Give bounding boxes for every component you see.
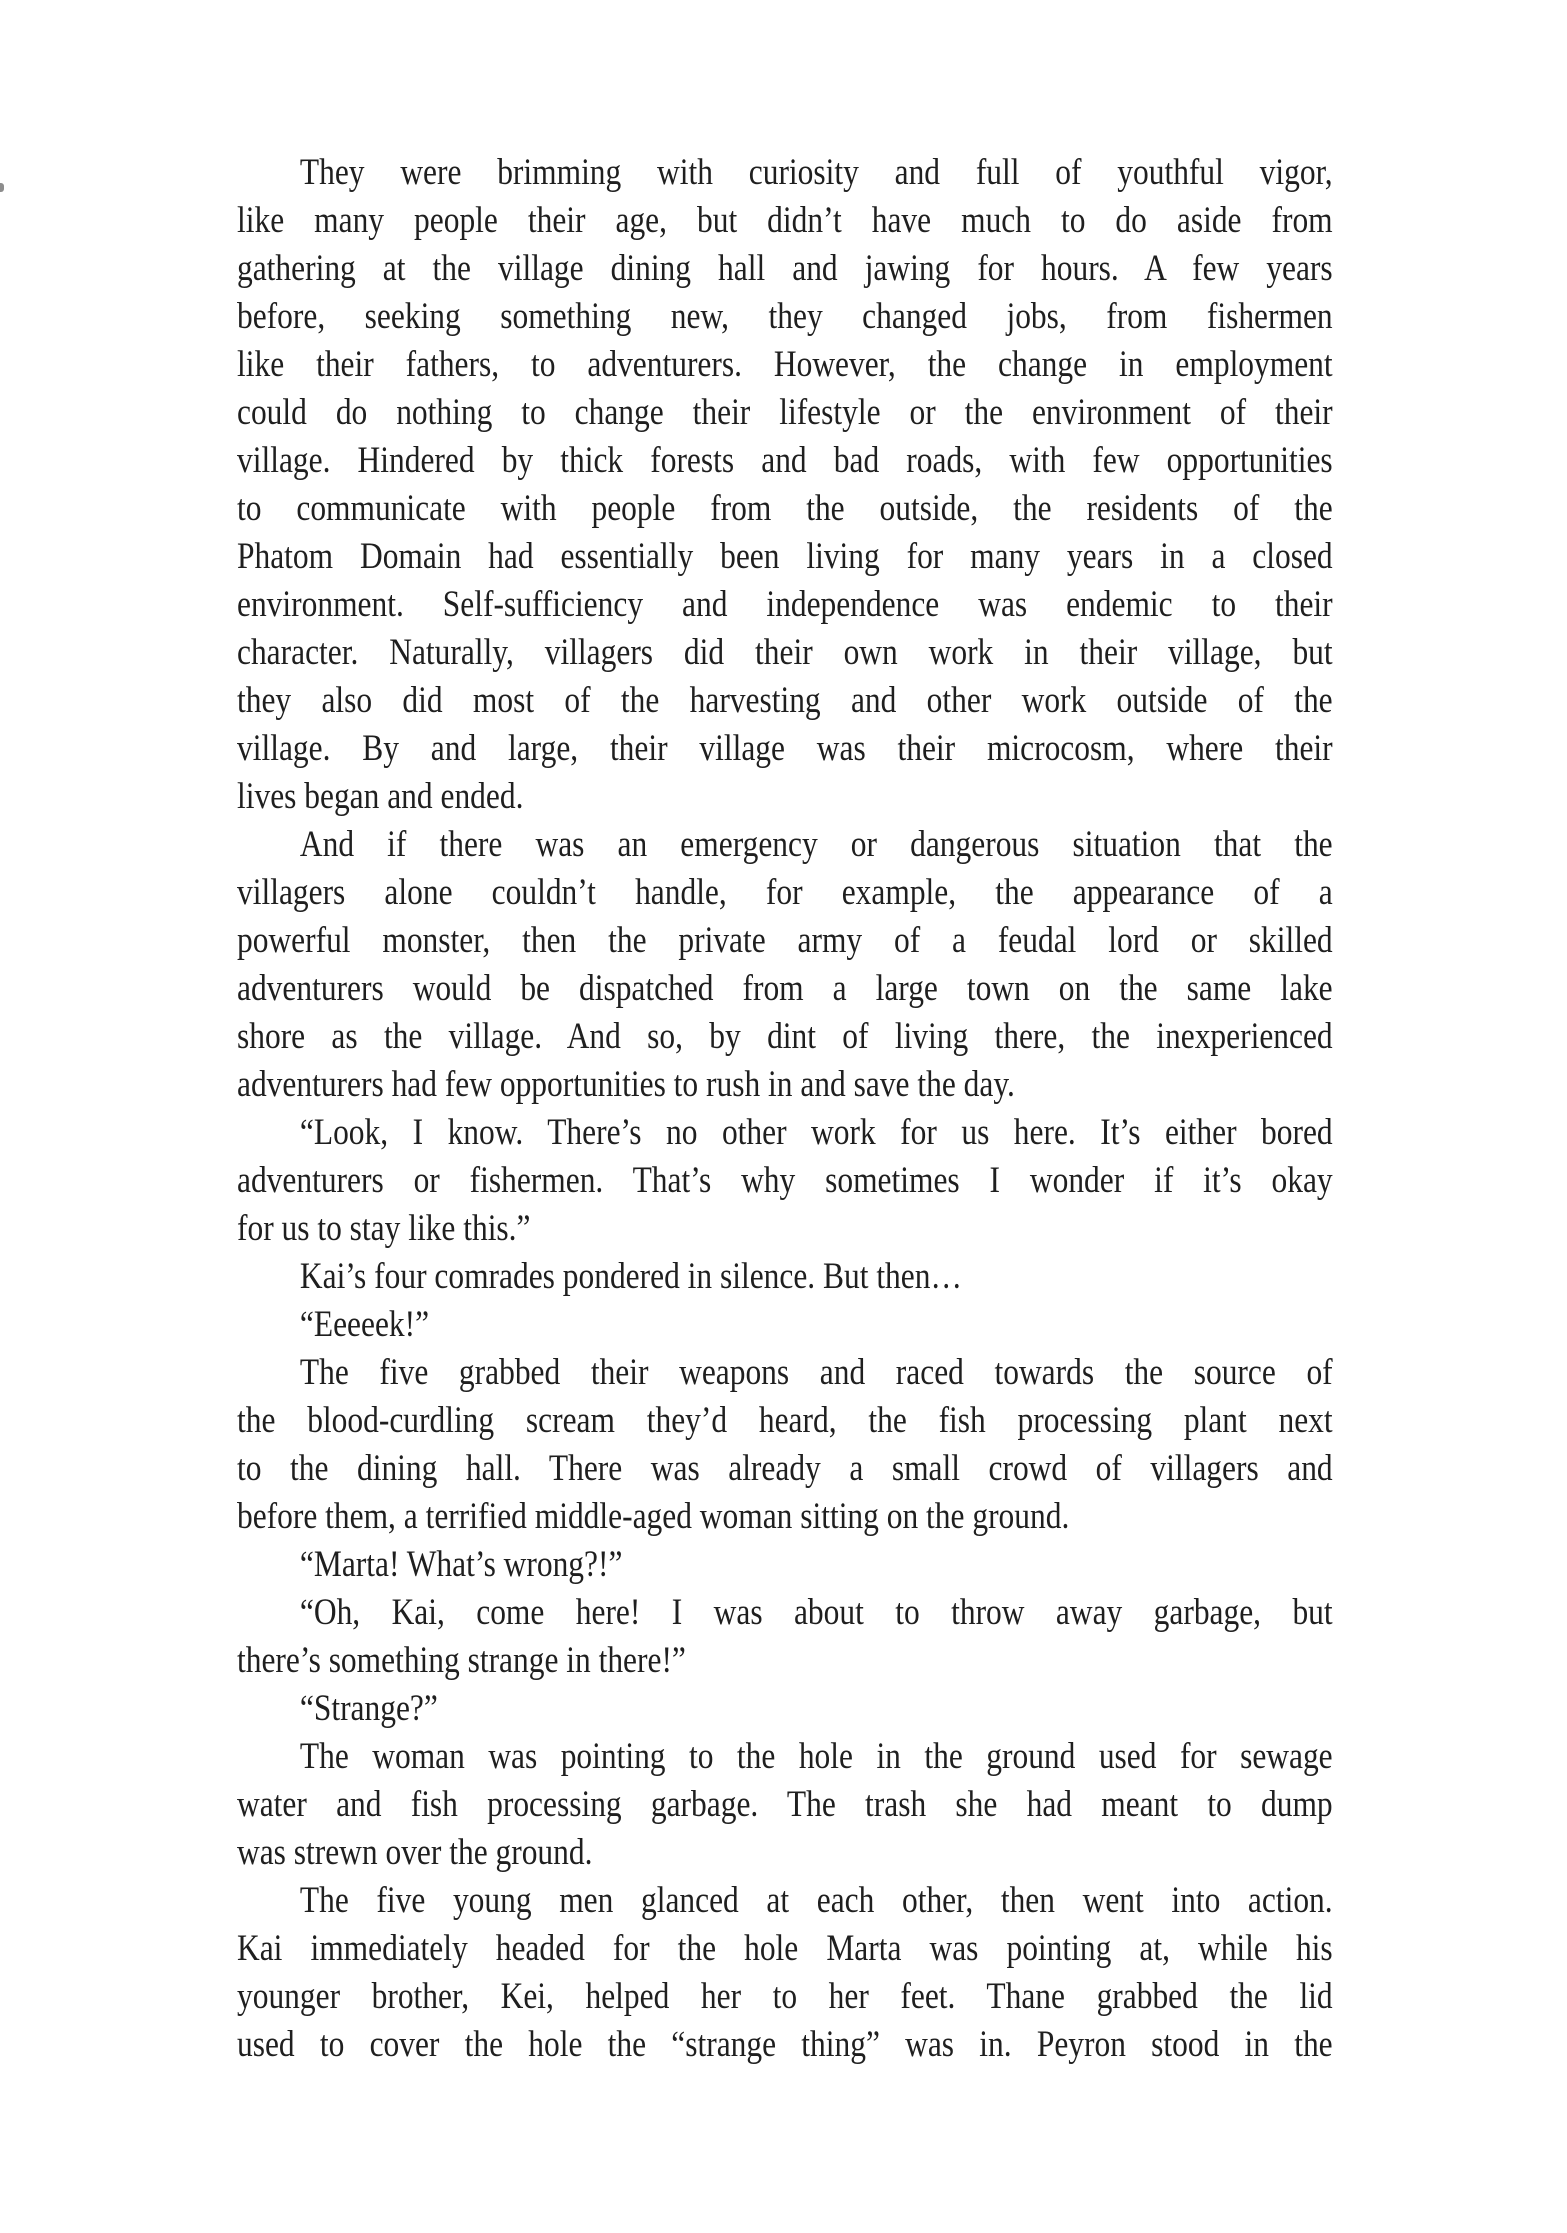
paragraph-4	[237, 1253, 1333, 1301]
paragraph-5-dialogue	[237, 1301, 1333, 1349]
text-line: to the dining hall. There was already a small crowd of villagers and	[237, 1448, 1333, 1489]
paragraph-10	[237, 1733, 1333, 1877]
paragraph-9-dialogue	[237, 1685, 1333, 1733]
text-line: They were brimming with curiosity and full of youthful vigor,	[299, 152, 1333, 193]
text-line: “Eeeeek!”	[299, 1304, 430, 1345]
text-line: The five grabbed their weapons and raced towards the source of	[299, 1352, 1333, 1393]
text-line: powerful monster, then the private army of a feudal lord or skilled	[237, 920, 1333, 961]
text-line: there’s something strange in there!”	[237, 1640, 686, 1681]
text-line: could do nothing to change their lifestyle or the environment of their	[237, 392, 1333, 433]
text-line: water and fish processing garbage. The trash she had meant to dump	[237, 1784, 1333, 1825]
text-line: like many people their age, but didn’t have much to do aside from	[237, 200, 1333, 241]
paragraph-3-dialogue	[237, 1109, 1333, 1253]
paragraph-8-dialogue	[237, 1589, 1333, 1685]
text-line: “Oh, Kai, come here! I was about to throw away garbage, but	[299, 1592, 1333, 1633]
text-line: the blood-curdling scream they’d heard, the fish processing plant next	[237, 1400, 1333, 1441]
paragraph-11	[237, 1877, 1333, 2069]
text-line: Phatom Domain had essentially been living for many years in a closed	[237, 536, 1333, 577]
paragraph-1	[237, 149, 1333, 821]
paragraph-2	[237, 821, 1333, 1109]
text-line: used to cover the hole the “strange thing” was in. Peyron stood in the	[237, 2024, 1333, 2065]
text-line: Kai’s four comrades pondered in silence. But then…	[299, 1256, 962, 1297]
text-line: adventurers would be dispatched from a large town on the same lake	[237, 968, 1333, 1009]
body-text-block	[237, 149, 1333, 2069]
text-line: shore as the village. And so, by dint of living there, the inexperienced	[237, 1016, 1333, 1057]
text-line: before them, a terrified middle-aged woman sitting on the ground.	[237, 1496, 1070, 1537]
text-line: villagers alone couldn’t handle, for example, the appearance of a	[237, 872, 1333, 913]
text-line: before, seeking something new, they changed jobs, from fishermen	[237, 296, 1333, 337]
text-line: adventurers or fishermen. That’s why sometimes I wonder if it’s okay	[237, 1160, 1333, 1201]
text-line: village. Hindered by thick forests and bad roads, with few opportunities	[237, 440, 1333, 481]
paragraph-7-dialogue	[237, 1541, 1333, 1589]
text-line: And if there was an emergency or dangerous situation that the	[299, 824, 1333, 865]
text-line: Kai immediately headed for the hole Marta was pointing at, while his	[237, 1928, 1333, 1969]
text-line: village. By and large, their village was their microcosm, where their	[237, 728, 1333, 769]
text-line: environment. Self-sufficiency and independence was endemic to their	[237, 584, 1333, 625]
page-edge-artifact	[0, 183, 4, 192]
text-line: “Strange?”	[299, 1688, 438, 1729]
paragraph-6	[237, 1349, 1333, 1541]
text-line: “Look, I know. There’s no other work for us here. It’s either bored	[299, 1112, 1333, 1153]
text-line: “Marta! What’s wrong?!”	[299, 1544, 623, 1585]
text-line: The five young men glanced at each other, then went into action.	[299, 1880, 1333, 1921]
text-line: to communicate with people from the outside, the residents of the	[237, 488, 1333, 529]
text-line: adventurers had few opportunities to rush in and save the day.	[237, 1064, 1015, 1105]
text-line: The woman was pointing to the hole in the ground used for sewage	[299, 1736, 1333, 1777]
text-line: for us to stay like this.”	[237, 1208, 531, 1249]
text-line: like their fathers, to adventurers. However, the change in employment	[237, 344, 1333, 385]
text-line: younger brother, Kei, helped her to her feet. Thane grabbed the lid	[237, 1976, 1333, 2017]
text-line: character. Naturally, villagers did their own work in their village, but	[237, 632, 1333, 673]
text-line: gathering at the village dining hall and jawing for hours. A few years	[237, 248, 1333, 289]
text-line: lives began and ended.	[237, 776, 524, 817]
text-line: they also did most of the harvesting and other work outside of the	[237, 680, 1333, 721]
text-line: was strewn over the ground.	[237, 1832, 593, 1873]
